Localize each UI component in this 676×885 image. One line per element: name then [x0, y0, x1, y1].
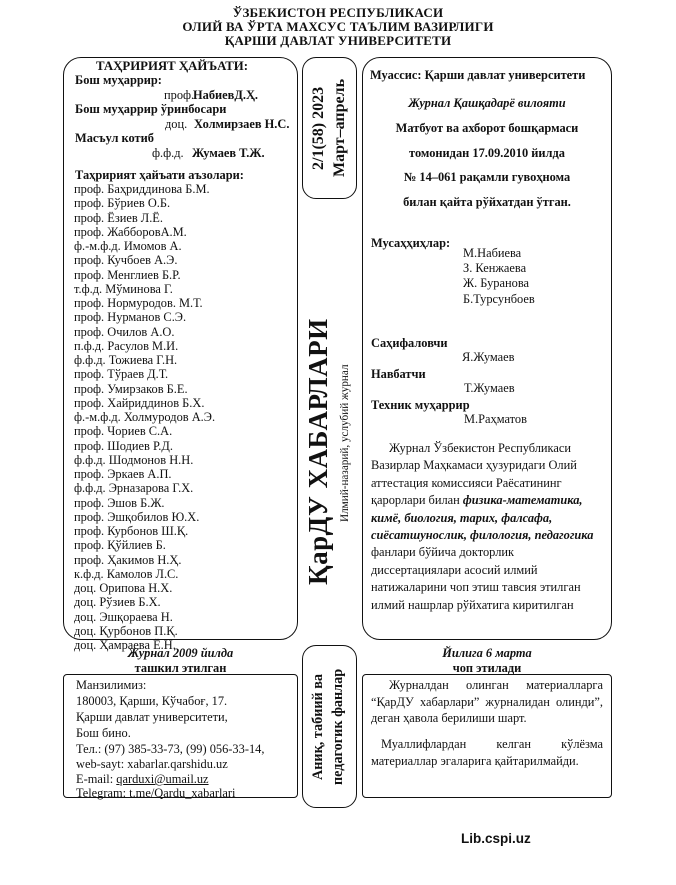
board-member: проф. Курбонов Ш.Қ. — [74, 524, 189, 538]
board-member: ф.-м.ф.д. Холмуродов А.Э. — [74, 410, 216, 424]
registration-line4: № 14–061 рақамли гувоҳнома — [403, 170, 571, 184]
layout-name: Я.Жумаев — [462, 350, 515, 364]
board-member: проф. Нурманов С.Э. — [74, 310, 187, 325]
notes-p2: Муаллифлардан келган кўлёзма материаллар эгаларига қайтарилмайди. — [371, 737, 603, 768]
deputy-label: Бош муҳаррир ўринбосари — [75, 102, 227, 116]
board-member: ф.ф.д. Тожиева Г.Н. — [74, 353, 178, 367]
board-member: проф. Шодиев Р.Д. — [74, 438, 173, 453]
vak-line: аттестация комиссияси Раёсатининг — [371, 475, 562, 490]
registration-line1: Журнал Қашқадарё вилояти — [408, 96, 566, 110]
proofreader: М.Набиева — [463, 246, 522, 260]
deputy-title: доц. — [165, 117, 188, 131]
tech-editor-name: М.Раҳматов — [464, 412, 527, 426]
board-member: проф. Тўраев Д.Т. — [74, 367, 169, 382]
board-member: проф. Қўйлиев Б. — [74, 538, 166, 553]
published-line2: чоп этилади — [452, 661, 522, 675]
vak-statement — [371, 440, 603, 614]
board-member: проф. ЖабборовА.М. — [74, 224, 187, 239]
secretary-title: ф.ф.д. — [152, 146, 184, 160]
address-label: Манзилимиз: — [76, 678, 147, 692]
duty-name: Т.Жумаев — [464, 381, 515, 395]
address-line3: Бош бино. — [76, 726, 131, 740]
registration-line3: томонидан 17.09.2010 йилда — [409, 146, 565, 160]
board-member: проф. Эшов Б.Ж. — [74, 495, 165, 510]
duty-label: Навбатчи — [371, 367, 426, 381]
board-member: к.ф.д. Камолов Л.С. — [74, 566, 179, 581]
board-member: проф. Эркаев А.П. — [74, 467, 172, 481]
vak-lead: қарорлари билан — [371, 493, 460, 508]
footer-site[interactable]: Lib.cspi.uz — [461, 831, 531, 846]
fields-line1: Аниқ, табиий ва — [310, 673, 326, 780]
vak-line: фанлари бўйича докторлик — [371, 545, 515, 560]
issue-period: Март–апрель — [331, 78, 348, 178]
telegram[interactable]: Telegram: t.me/Qardu_xabarlari — [76, 786, 236, 800]
vak-line: илмий нашрлар рўйхатига киритилган — [371, 597, 574, 612]
board-member: доц. Орипова Н.Х. — [74, 581, 173, 595]
vak-subjects: кимё, биология, тарих, фалсафа, — [371, 510, 553, 525]
vak-line-subjects — [371, 492, 603, 509]
header-university: ҚАРШИ ДАВЛАТ УНИВЕРСИТЕТИ — [224, 33, 452, 48]
members-label: Таҳририят ҳайъати аъзолари: — [75, 168, 244, 182]
website[interactable]: web-sayt: xabarlar.qarshidu.uz — [76, 757, 228, 771]
founded-line1: Журнал 2009 йилда — [127, 646, 234, 660]
board-member: ф.ф.д. Эрназарова Г.Х. — [74, 481, 194, 496]
founder: Муассис: Қарши давлат университети — [370, 68, 586, 82]
issue-number: 2/1(58) 2023 — [310, 86, 327, 170]
vak-subjects: сиёсатшунослик, филология, педагогика — [371, 528, 594, 543]
editor-label: Бош муҳаррир: — [75, 73, 162, 87]
board-member: проф. Хайриддинов Б.Х. — [74, 395, 205, 410]
published-line1: Йилига 6 марта — [442, 646, 532, 660]
board-member: т.ф.д. Мўминова Г. — [74, 281, 173, 296]
board-member: проф. Нормуродов. М.Т. — [74, 296, 203, 310]
vak-line: Журнал Ўзбекистон Республикаси — [389, 441, 572, 455]
registration-line2: Матбуот ва ахборот бошқармаси — [395, 121, 579, 135]
notes-p1: Журналдан олинган материалларга “ҚарДУ хабарлари” журналидан олинди”, деган ҳавола берилиши шарт. — [371, 678, 603, 725]
board-title: ТАҲРИРИЯТ ҲАЙЪАТИ: — [96, 59, 248, 73]
editor-title: проф. — [164, 88, 195, 102]
address-line2: Қарши давлат университети, — [76, 710, 228, 724]
board-member: проф. Ёзиев Л.Ё. — [74, 210, 163, 225]
email-row — [76, 772, 209, 786]
email-link[interactable]: qarduxi@umail.uz — [116, 772, 209, 786]
layout-label: Саҳифаловчи — [371, 336, 448, 350]
proofreaders-label: Мусаҳҳиҳлар: — [371, 236, 451, 250]
board-member: ф.ф.д. Шодмонов Н.Н. — [74, 452, 194, 467]
board-member: проф. Кучбоев А.Э. — [74, 253, 178, 268]
board-member: доц. Эшқораева Н. — [74, 609, 173, 624]
board-member: проф. Ҳакимов Н.Ҳ. — [74, 552, 182, 567]
board-member: доц. Қурбонов П.Қ. — [74, 623, 178, 638]
proofreader: Б.Турсунбоев — [463, 292, 535, 306]
vak-subjects: физика-математика, — [462, 493, 583, 508]
board-member: доц. Рўзиев Б.Х. — [74, 595, 161, 610]
journal-subtitle: Илмий-назарий, услубий журнал — [339, 364, 351, 522]
board-member: проф. Очилов А.О. — [74, 324, 175, 339]
header-ministry: ОЛИЙ ВА ЎРТА МАХСУС ТАЪЛИМ ВАЗИРЛИГИ — [182, 19, 494, 34]
proofreader: З. Кенжаева — [463, 261, 527, 275]
fields-line2: педагогик фанлар — [330, 668, 346, 785]
founded-line2: ташкил этилган — [134, 661, 227, 675]
phone: Тел.: (97) 385-33-73, (99) 056-33-14, — [76, 742, 265, 756]
board-member: проф. Умирзаков Б.Е. — [74, 381, 188, 396]
board-member: проф. Менглиев Б.Р. — [74, 267, 181, 282]
vak-line: Вазирлар Маҳкамаси ҳузуридаги Олий — [371, 458, 577, 473]
proofreader: Ж. Буранова — [463, 276, 530, 290]
deputy-name: Холмирзаев Н.С. — [194, 117, 290, 131]
board-member: проф. Бўриев О.Б. — [74, 196, 171, 211]
journal-title: ҚарДУ ХАБАРЛАРИ — [303, 318, 333, 586]
email-label: E-mail: — [76, 772, 114, 786]
tech-editor-label: Техник муҳаррир — [371, 398, 470, 412]
board-member: п.ф.д. Расулов М.И. — [74, 338, 179, 353]
board-member: проф. Чориев С.А. — [74, 424, 173, 439]
vak-line: диссертациялари асосий илмий — [371, 562, 538, 577]
board-member: ф.-м.ф.д. Имомов А. — [74, 239, 182, 253]
board-member: проф. Эшқобилов Ю.Х. — [74, 509, 200, 524]
board-member: доц. Ҳамраева Ё.Н. — [74, 638, 176, 652]
address-line1: 180003, Қарши, Кўчабоғ, 17. — [76, 694, 228, 708]
vak-line: натижаларини чоп этиш тавсия этилган — [371, 580, 581, 595]
secretary-name: Жумаев Т.Ж. — [192, 146, 265, 160]
header-country: ЎЗБЕКИСТОН РЕСПУБЛИКАСИ — [232, 5, 444, 20]
registration-line5: билан қайта рўйхатдан ўтган. — [403, 195, 571, 209]
secretary-label: Масъул котиб — [75, 131, 154, 145]
editor-name: НабиевД.Ҳ. — [193, 88, 259, 102]
board-member: проф. Баҳриддинова Б.М. — [74, 182, 210, 196]
